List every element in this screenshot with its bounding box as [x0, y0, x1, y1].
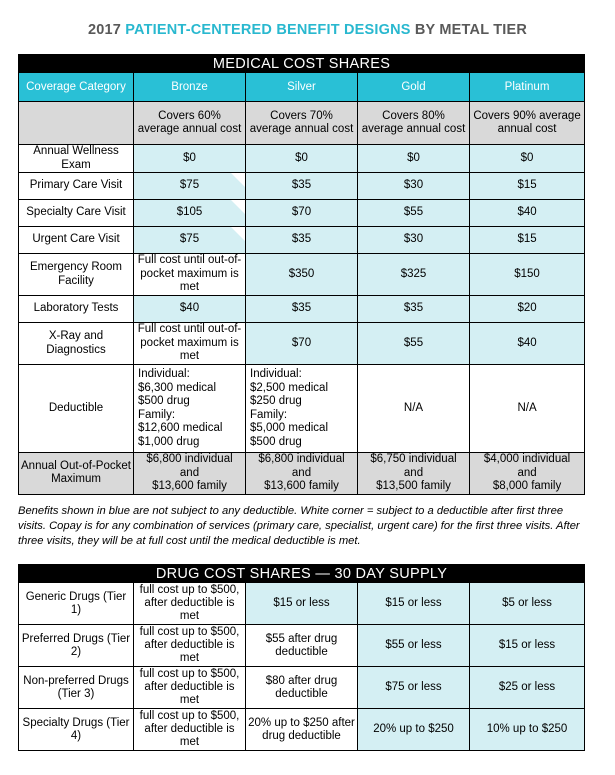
cell-gold: $55 — [358, 200, 470, 227]
table-row — [19, 227, 585, 254]
row-label: X-Ray and Diagnostics — [19, 323, 134, 365]
cell-platinum: $15 — [470, 173, 585, 200]
table-row — [19, 667, 585, 709]
cell-silver: $70 — [246, 323, 358, 365]
cell-bronze: $40 — [134, 296, 246, 323]
cell-gold: $15 or less — [358, 583, 470, 625]
deductible-row — [19, 365, 585, 453]
row-label: Deductible — [19, 365, 134, 453]
page-title: 2017 PATIENT-CENTERED BENEFIT DESIGNS BY METAL TIER — [87, 22, 528, 38]
tier-header-gold: Gold — [358, 73, 470, 102]
cell-bronze: $75 — [134, 173, 246, 200]
cell-bronze: $105 — [134, 200, 246, 227]
cell-gold: $35 — [358, 296, 470, 323]
covers-gold: Covers 80% average annual cost — [358, 102, 470, 145]
oop-silver: $6,800 individual and $13,600 family — [246, 453, 358, 495]
cell-bronze: Full cost until out-of-pocket maximum is met — [134, 323, 246, 365]
deductible-platinum: N/A — [470, 365, 585, 453]
cell-platinum: $20 — [470, 296, 585, 323]
cell-platinum: $0 — [470, 145, 585, 173]
cell-platinum: $40 — [470, 200, 585, 227]
covers-bronze: Covers 60% average annual cost — [134, 102, 246, 145]
cell-platinum: $15 or less — [470, 625, 585, 667]
cell-bronze: full cost up to $500, after deductible is met — [134, 667, 246, 709]
table-row — [19, 200, 585, 227]
coverage-category-header: Coverage Category — [19, 73, 134, 102]
cell-gold: $0 — [358, 145, 470, 173]
row-label: Urgent Care Visit — [19, 227, 134, 254]
cell-silver: $0 — [246, 145, 358, 173]
cell-bronze: $75 — [134, 227, 246, 254]
oop-gold: $6,750 individual and $13,500 family — [358, 453, 470, 495]
row-label: Specialty Care Visit — [19, 200, 134, 227]
row-label: Emergency Room Facility — [19, 254, 134, 296]
cell-gold: $30 — [358, 227, 470, 254]
cell-bronze: $0 — [134, 145, 246, 173]
cell-gold: 20% up to $250 — [358, 709, 470, 751]
cell-platinum: $40 — [470, 323, 585, 365]
medical-header: MEDICAL COST SHARES — [19, 55, 585, 73]
row-label: Generic Drugs (Tier 1) — [19, 583, 134, 625]
row-label: Annual Wellness Exam — [19, 145, 134, 173]
oop-bronze: $6,800 individual and $13,600 family — [134, 453, 246, 495]
cell-bronze: full cost up to $500, after deductible is met — [134, 709, 246, 751]
table-row — [19, 173, 585, 200]
cell-bronze: Full cost until out-of-pocket maximum is met — [134, 254, 246, 296]
cell-silver: 20% up to $250 after drug deductible — [246, 709, 358, 751]
cell-silver: $35 — [246, 227, 358, 254]
cell-gold: $55 or less — [358, 625, 470, 667]
cell-silver: $80 after drug deductible — [246, 667, 358, 709]
table-row — [19, 583, 585, 625]
cell-platinum: $5 or less — [470, 583, 585, 625]
cell-gold: $55 — [358, 323, 470, 365]
cell-platinum: $150 — [470, 254, 585, 296]
medical-cost-shares-table — [18, 54, 585, 495]
drug-cost-shares-table — [18, 564, 585, 751]
covers-silver: Covers 70% average annual cost — [246, 102, 358, 145]
table-row — [19, 296, 585, 323]
table-row — [19, 145, 585, 173]
title-highlight: PATIENT-CENTERED BENEFIT DESIGNS — [125, 22, 411, 38]
tier-header-platinum: Platinum — [470, 73, 585, 102]
deductible-bronze: Individual: $6,300 medical $500 drug Family: $12,600 medical $1,000 drug — [134, 365, 246, 453]
row-label: Non-preferred Drugs (Tier 3) — [19, 667, 134, 709]
row-label: Specialty Drugs (Tier 4) — [19, 709, 134, 751]
table-row — [19, 254, 585, 296]
cell-gold: $75 or less — [358, 667, 470, 709]
cell-bronze: full cost up to $500, after deductible is met — [134, 625, 246, 667]
benefits-note: Benefits shown in blue are not subject to any deductible. White corner = subject to a deductible after first three visits. Copay is for any combination of services (primary care, specialist, urgent care) for the first three visits. After three visits, they will be at full cost until the medical deductible is met. — [18, 505, 580, 547]
cell-silver: $35 — [246, 173, 358, 200]
cell-platinum: 10% up to $250 — [470, 709, 585, 751]
table-row — [19, 625, 585, 667]
row-label: Primary Care Visit — [19, 173, 134, 200]
drug-header: DRUG COST SHARES — 30 DAY SUPPLY — [19, 565, 585, 583]
oop-row — [19, 453, 585, 495]
cell-bronze: full cost up to $500, after deductible is met — [134, 583, 246, 625]
table-row — [19, 709, 585, 751]
cell-platinum: $15 — [470, 227, 585, 254]
table-row — [19, 323, 585, 365]
oop-platinum: $4,000 individual and $8,000 family — [470, 453, 585, 495]
cell-platinum: $25 or less — [470, 667, 585, 709]
cell-gold: $30 — [358, 173, 470, 200]
covers-platinum: Covers 90% average annual cost — [470, 102, 585, 145]
row-label: Annual Out-of-Pocket Maximum — [19, 453, 134, 495]
row-label: Preferred Drugs (Tier 2) — [19, 625, 134, 667]
tier-header-bronze: Bronze — [134, 73, 246, 102]
deductible-silver: Individual: $2,500 medical $250 drug Family: $5,000 medical $500 drug — [246, 365, 358, 453]
cell-silver: $15 or less — [246, 583, 358, 625]
row-label: Laboratory Tests — [19, 296, 134, 323]
deductible-gold: N/A — [358, 365, 470, 453]
cell-gold: $325 — [358, 254, 470, 296]
covers-row-label — [19, 102, 134, 145]
cell-silver: $55 after drug deductible — [246, 625, 358, 667]
cell-silver: $350 — [246, 254, 358, 296]
tier-header-silver: Silver — [246, 73, 358, 102]
cell-silver: $35 — [246, 296, 358, 323]
cell-silver: $70 — [246, 200, 358, 227]
